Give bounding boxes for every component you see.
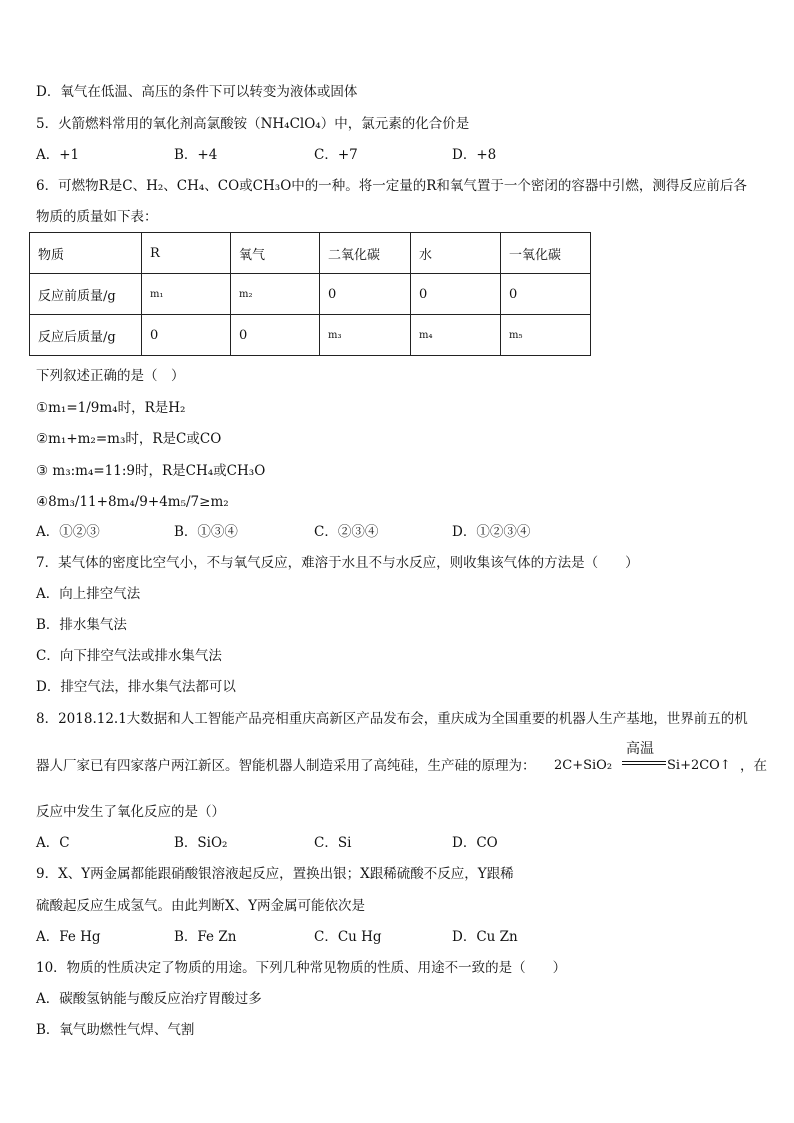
table-cell: 0 (142, 315, 231, 356)
q9-options (36, 927, 636, 947)
table-header-row (30, 233, 591, 274)
q6-statement-4: ④8m₃/11+8m₄/9+4m₅/7≥m₂ (36, 494, 229, 510)
q5-option-a: A．+1 (36, 147, 80, 163)
q10-option-a: A．碳酸氢钠能与酸反应治疗胃酸过多 (36, 991, 262, 1007)
q6-option-d: D．①②③④ (452, 524, 531, 540)
q7-stem: 7．某气体的密度比空气小，不与氧气反应，难溶于水且不与水反应，则收集该气体的方法是（ ） (36, 555, 639, 571)
q9-option-b: B．Fe Zn (174, 929, 237, 945)
table-row (30, 274, 591, 315)
reaction-equals-sign-lower (622, 764, 666, 765)
q7-option-c: C．向下排空气法或排水集气法 (36, 648, 222, 664)
q8-stem-line3: 反应中发生了氧化反应的是（） (36, 804, 225, 820)
q4-option-d: D．氧气在低温、高压的条件下可以转变为液体或固体 (36, 84, 358, 100)
q9-option-a: A．Fe Hg (36, 929, 101, 945)
q9-option-d: D．Cu Zn (452, 929, 518, 945)
table-cell: m₂ (231, 274, 320, 315)
q6-mass-table (29, 232, 591, 356)
q6-option-b: B．①③④ (174, 524, 238, 540)
q8-reaction-equation (554, 738, 740, 782)
table-cell: 0 (501, 274, 591, 315)
table-cell: m₄ (411, 315, 501, 356)
q10-stem: 10．物质的性质决定了物质的用途。下列几种常见物质的性质、用途不一致的是（ ） (36, 960, 567, 976)
table-cell: 0 (411, 274, 501, 315)
q7-option-b: B．排水集气法 (36, 617, 127, 633)
q5-stem: 5．火箭燃料常用的氧化剂高氯酸铵（NH₄ClO₄）中，氯元素的化合价是 (36, 116, 470, 132)
table-header-cell: R (142, 233, 231, 274)
q6-option-c: C．②③④ (314, 524, 379, 540)
table-cell: 反应后质量/g (30, 315, 142, 356)
q9-stem-line1: 9．X、Y两金属都能跟硝酸银溶液起反应，置换出银；X跟稀硫酸不反应，Y跟稀 (36, 866, 514, 882)
table-cell: 0 (320, 274, 411, 315)
q8-stem-line1: 8．2018.12.1大数据和人工智能产品亮相重庆高新区产品发布会，重庆成为全国重要的机器人生产基地，世界前五的机 (36, 711, 748, 727)
q5-options (36, 145, 636, 165)
q7-option-d: D．排空气法，排水集气法都可以 (36, 679, 236, 695)
q9-option-c: C．Cu Hg (314, 929, 382, 945)
reaction-condition: 高温 (626, 741, 654, 757)
reaction-equals-sign (622, 761, 666, 762)
q8-options (36, 833, 636, 853)
table-header-cell: 氧气 (231, 233, 320, 274)
reaction-reactants: 2C+SiO₂ (554, 758, 613, 773)
table-header-cell: 水 (411, 233, 501, 274)
table-cell: m₁ (142, 274, 231, 315)
q8-stem-line2: 器人厂家已有四家落户两江新区。智能机器人制造采用了高纯硅，生产硅的原理为： (36, 758, 536, 774)
q6-options (36, 522, 636, 542)
table-header-cell: 一氧化碳 (501, 233, 591, 274)
q8-option-b: B．SiO₂ (174, 835, 228, 851)
table-cell: 0 (231, 315, 320, 356)
q5-option-b: B．+4 (174, 147, 218, 163)
q6-statement-3: ③ m₃:m₄=11:9时，R是CH₄或CH₃O (36, 463, 266, 479)
table-cell: m₅ (501, 315, 591, 356)
table-cell: m₃ (320, 315, 411, 356)
q8-option-a: A．C (36, 835, 70, 851)
q5-option-c: C．+7 (314, 147, 358, 163)
q6-stem-line1: 6．可燃物R是C、H₂、CH₄、CO或CH₃O中的一种。将一定量的R和氧气置于一个密闭的容器中引燃，测得反应前后各 (36, 178, 747, 194)
q6-statement-1: ①m₁=1/9m₄时，R是H₂ (36, 400, 186, 416)
table-header-cell: 二氧化碳 (320, 233, 411, 274)
q7-option-a: A．向上排空气法 (36, 586, 141, 602)
table-row (30, 315, 591, 356)
q5-option-d: D．+8 (452, 147, 497, 163)
q6-statement-2: ②m₁+m₂=m₃时，R是C或CO (36, 431, 222, 447)
q6-option-a: A．①②③ (36, 524, 100, 540)
q8-option-c: C．Si (314, 835, 352, 851)
q6-stem-line2: 物质的质量如下表： (36, 209, 158, 225)
table-cell: 反应前质量/g (30, 274, 142, 315)
q8-option-d: D．CO (452, 835, 498, 851)
q9-stem-line2: 硫酸起反应生成氢气。由此判断X、Y两金属可能依次是 (36, 898, 366, 914)
q8-stem-line2-tail: ，在 (740, 758, 767, 774)
q10-option-b: B．氧气助燃性气焊、气割 (36, 1022, 195, 1038)
reaction-products: Si+2CO↑ (667, 758, 731, 773)
q6-prompt: 下列叙述正确的是（ ） (36, 368, 185, 384)
table-header-cell: 物质 (30, 233, 142, 274)
